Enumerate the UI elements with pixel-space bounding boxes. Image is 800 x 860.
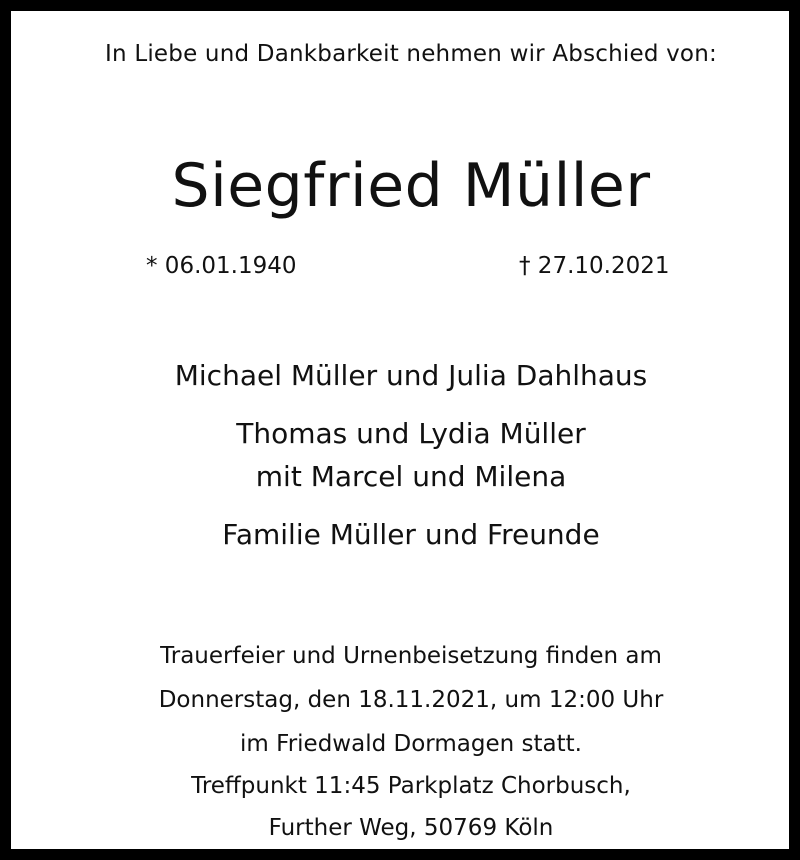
notice-line-5: Further Weg, 50769 Köln <box>268 815 554 841</box>
birth-date: * 06.01.1940 <box>146 253 297 279</box>
death-date: † 27.10.2021 <box>519 253 670 279</box>
deceased-name: Siegfried Müller <box>171 151 651 221</box>
family-line-2: Thomas und Lydia Müller <box>236 417 586 450</box>
family-line-4: Familie Müller und Freunde <box>222 518 600 551</box>
notice-line-1: Trauerfeier und Urnenbeisetzung finden am <box>160 643 662 669</box>
notice-line-3: im Friedwald Dormagen statt. <box>240 731 582 757</box>
family-line-3: mit Marcel und Milena <box>255 460 567 493</box>
family-line-1: Michael Müller und Julia Dahlhaus <box>174 359 648 392</box>
notice-line-2: Donnerstag, den 18.11.2021, um 12:00 Uhr <box>158 687 664 713</box>
notice-line-4: Treffpunkt 11:45 Parkplatz Chorbusch, <box>191 773 631 799</box>
intro-text: In Liebe und Dankbarkeit nehmen wir Abschied von: <box>105 41 717 67</box>
